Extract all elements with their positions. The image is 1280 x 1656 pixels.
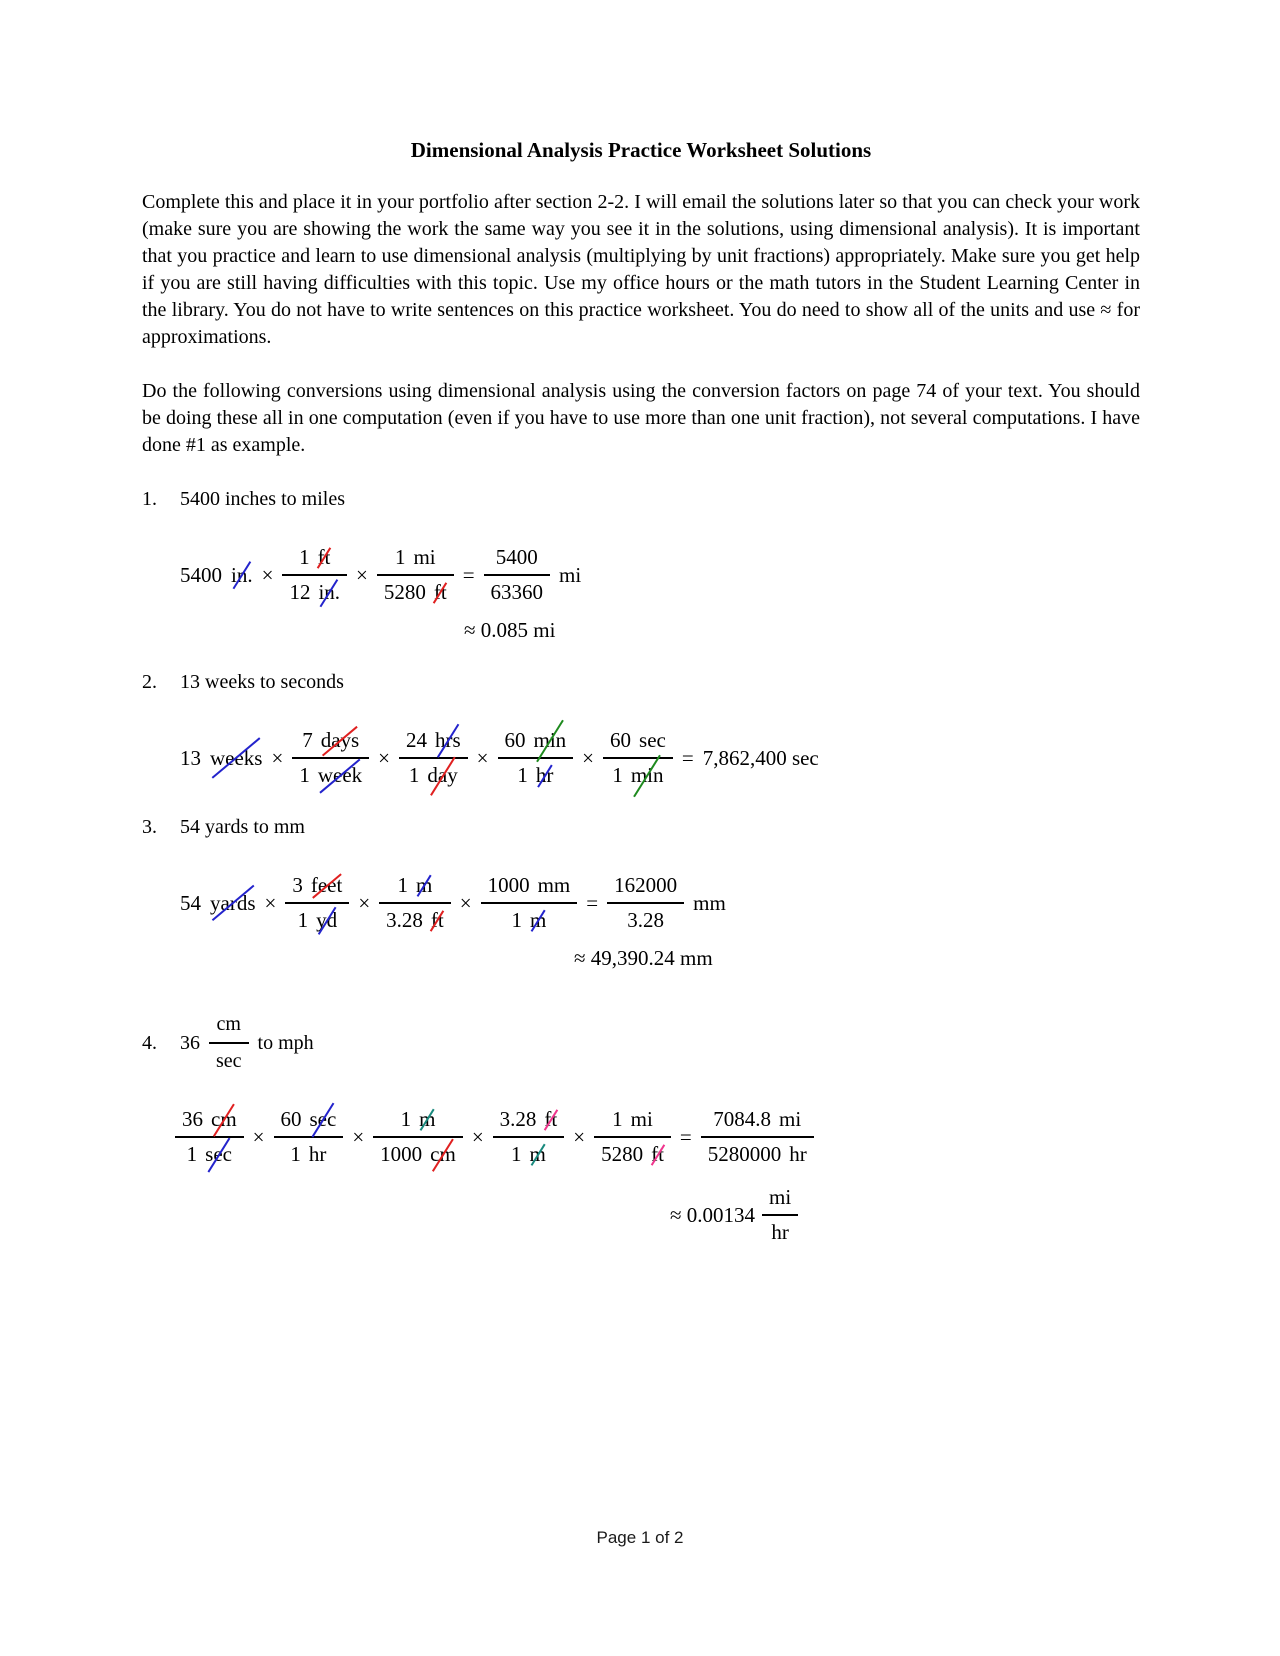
unit-crossed: week [317, 763, 363, 787]
value: 36 [182, 1107, 203, 1131]
result-value: 7,862,400 sec [702, 745, 819, 770]
value: 1000 [380, 1142, 423, 1166]
value: 36 [180, 1031, 200, 1054]
unit-crossed: min [533, 728, 567, 752]
unit-crossed: ft [317, 545, 331, 569]
value: 5280000 [707, 1142, 782, 1166]
value: 3 [292, 873, 303, 897]
unit-crossed: feet [310, 873, 343, 897]
unit-fraction [285, 873, 349, 933]
problem-1-title [142, 486, 1140, 513]
page-title: Dimensional Analysis Practice Worksheet Solutions [410, 138, 872, 162]
unit-crossed: m [530, 908, 547, 932]
unit: sec [639, 728, 666, 752]
problem-4-work [175, 1107, 1140, 1167]
unit-crossed: m [416, 873, 433, 897]
unit: mi [559, 562, 582, 587]
value: 24 [405, 728, 427, 752]
intro-paragraph-2: Do the following conversions using dimensional analysis using the conversion factors on page 74 of your text. You should be doing these all in one computation (even if you have to use more than one unit fraction), not several computations. I have done #1 as example. [142, 380, 1140, 456]
problem-1-work [180, 545, 1140, 605]
unit-crossed: ft [430, 908, 444, 932]
equals-sign: = [679, 1124, 692, 1149]
lead-fraction [175, 1107, 244, 1167]
value: 1 [517, 763, 528, 787]
problem-2-title [142, 669, 1140, 696]
value: 5280 [601, 1142, 644, 1166]
unit: sec [216, 1050, 242, 1072]
times-sign: × [252, 1124, 265, 1149]
value: 1 [400, 1107, 412, 1131]
problem-1-number: 1. [142, 488, 157, 510]
unit: mm [537, 873, 571, 897]
problem-3-approx [574, 946, 1140, 971]
value: 5400 [180, 562, 222, 587]
unit-crossed: weeks [210, 745, 263, 770]
value: 1 [397, 873, 409, 897]
value: 1 [612, 1107, 623, 1131]
unit-crossed: m [529, 1142, 546, 1166]
times-sign: × [459, 890, 472, 915]
problem-3-title [142, 814, 1140, 841]
value: 5280 [383, 580, 426, 604]
unit-crossed: days [320, 728, 360, 752]
result-fraction [484, 545, 551, 605]
problem-4-statement [180, 1011, 314, 1075]
equals-sign: = [681, 745, 694, 770]
times-sign: × [358, 890, 371, 915]
unit-fraction [498, 728, 574, 788]
unit-crossed: ft [433, 580, 447, 604]
problem-1-approx [464, 618, 1140, 643]
unit-fraction [481, 873, 578, 933]
value: 162000 [614, 873, 678, 897]
unit-fraction [603, 728, 673, 788]
unit-fraction [373, 1107, 463, 1167]
unit-ratio [762, 1185, 798, 1245]
problem-1-statement: 5400 inches to miles [180, 488, 345, 510]
unit-crossed: sec [309, 1107, 337, 1131]
statement-suffix: to mph [257, 1031, 314, 1054]
problem-4-number: 4. [142, 1031, 157, 1054]
problem-3-number: 3. [142, 816, 157, 838]
times-sign: × [264, 890, 277, 915]
value: 1 [297, 908, 309, 932]
times-sign: × [378, 745, 390, 770]
unit-crossed: in. [318, 580, 341, 604]
times-sign: × [471, 1124, 484, 1149]
result-fraction [607, 873, 684, 933]
value: 7084.8 [713, 1107, 772, 1131]
value: 13 [180, 745, 201, 770]
equals-sign: = [586, 890, 599, 915]
problem-3-work [180, 873, 1140, 933]
times-sign: × [476, 745, 489, 770]
value: 1 [186, 1142, 198, 1166]
times-sign: × [352, 1124, 365, 1149]
value: 60 [280, 1107, 302, 1131]
unit: cm [216, 1013, 241, 1035]
unit-fraction [292, 728, 369, 788]
unit-fraction [399, 728, 468, 788]
value: 1 [299, 763, 310, 787]
unit: mi [769, 1185, 792, 1209]
unit-crossed: hrs [434, 728, 461, 752]
times-sign: × [356, 562, 368, 587]
value: 60 [504, 728, 526, 752]
value: 5400 [495, 545, 538, 569]
value: 3.28 [499, 1107, 537, 1131]
unit: hr [308, 1142, 327, 1166]
times-sign: × [261, 562, 274, 587]
unit: mi [779, 1107, 802, 1131]
unit-crossed: min [630, 763, 664, 787]
page-footer: Page 1 of 2 [596, 1528, 684, 1547]
value: 3.28 [386, 908, 423, 932]
problem-2-number: 2. [142, 671, 157, 693]
times-sign: × [582, 745, 595, 770]
unit-crossed: ft [651, 1142, 664, 1166]
value: 1 [612, 763, 623, 787]
unit-crossed: yd [316, 908, 338, 932]
value: 7 [302, 728, 313, 752]
unit-fraction [274, 1107, 344, 1167]
value: 54 [180, 890, 201, 915]
unit-ratio [209, 1011, 249, 1075]
unit-crossed: in. [231, 562, 253, 587]
problem-2-work [180, 728, 1140, 788]
unit-crossed: day [427, 763, 458, 787]
problem-4-approx [670, 1185, 1140, 1245]
problem-4-title [142, 1011, 1140, 1075]
unit: hr [771, 1220, 789, 1244]
unit-crossed: hr [535, 763, 554, 787]
value: 1 [408, 763, 420, 787]
unit-fraction [594, 1107, 671, 1167]
equals-sign: = [462, 562, 475, 587]
value: 63360 [490, 580, 544, 604]
unit-crossed: cm [430, 1142, 456, 1166]
unit: mi [413, 545, 436, 569]
value: 3.28 [627, 908, 664, 932]
unit-crossed: yards [210, 890, 256, 915]
approx-value: ≈ 49,390.24 mm [574, 946, 713, 970]
approx-value: ≈ 0.085 mi [464, 618, 556, 642]
unit-crossed: m [419, 1107, 436, 1131]
value: 1 [394, 545, 406, 569]
value: 1000 [487, 873, 530, 897]
intro-paragraph-1: Complete this and place it in your portfolio after section 2-2. I will email the solutions later so that you can check your work (make sure you are showing the work the same way you see it in the solutions, using dimensional analysis). It is important that you practice and learn to use dimensional analysis (multiplying by unit fractions) appropriately. Make sure you get help if you are still having difficulties with this topic. Use my office hours or the math tutors in the Student Learning Center in the library. You do not have to write sentences on this practice worksheet. You do need to show all of the units and use ≈ for approximations. [142, 191, 1140, 348]
unit-fraction [377, 545, 454, 605]
value: 1 [511, 908, 522, 932]
unit-crossed: sec [205, 1142, 232, 1166]
times-sign: × [573, 1124, 586, 1149]
approx-value: ≈ 0.00134 [670, 1202, 756, 1227]
unit-fraction [379, 873, 451, 933]
unit: mm [693, 890, 726, 915]
problem-2-statement: 13 weeks to seconds [180, 671, 344, 693]
unit-fraction [282, 545, 347, 605]
problem-3-statement: 54 yards to mm [180, 816, 305, 838]
unit-crossed: ft [544, 1107, 558, 1131]
unit: hr [789, 1142, 807, 1166]
value: 1 [299, 545, 310, 569]
result-fraction [701, 1107, 814, 1167]
unit-crossed: cm [211, 1107, 237, 1131]
value: 12 [289, 580, 311, 604]
value: 1 [511, 1142, 522, 1166]
unit: mi [630, 1107, 653, 1131]
value: 60 [610, 728, 632, 752]
times-sign: × [271, 745, 284, 770]
value: 1 [290, 1142, 301, 1166]
unit-fraction [493, 1107, 565, 1167]
